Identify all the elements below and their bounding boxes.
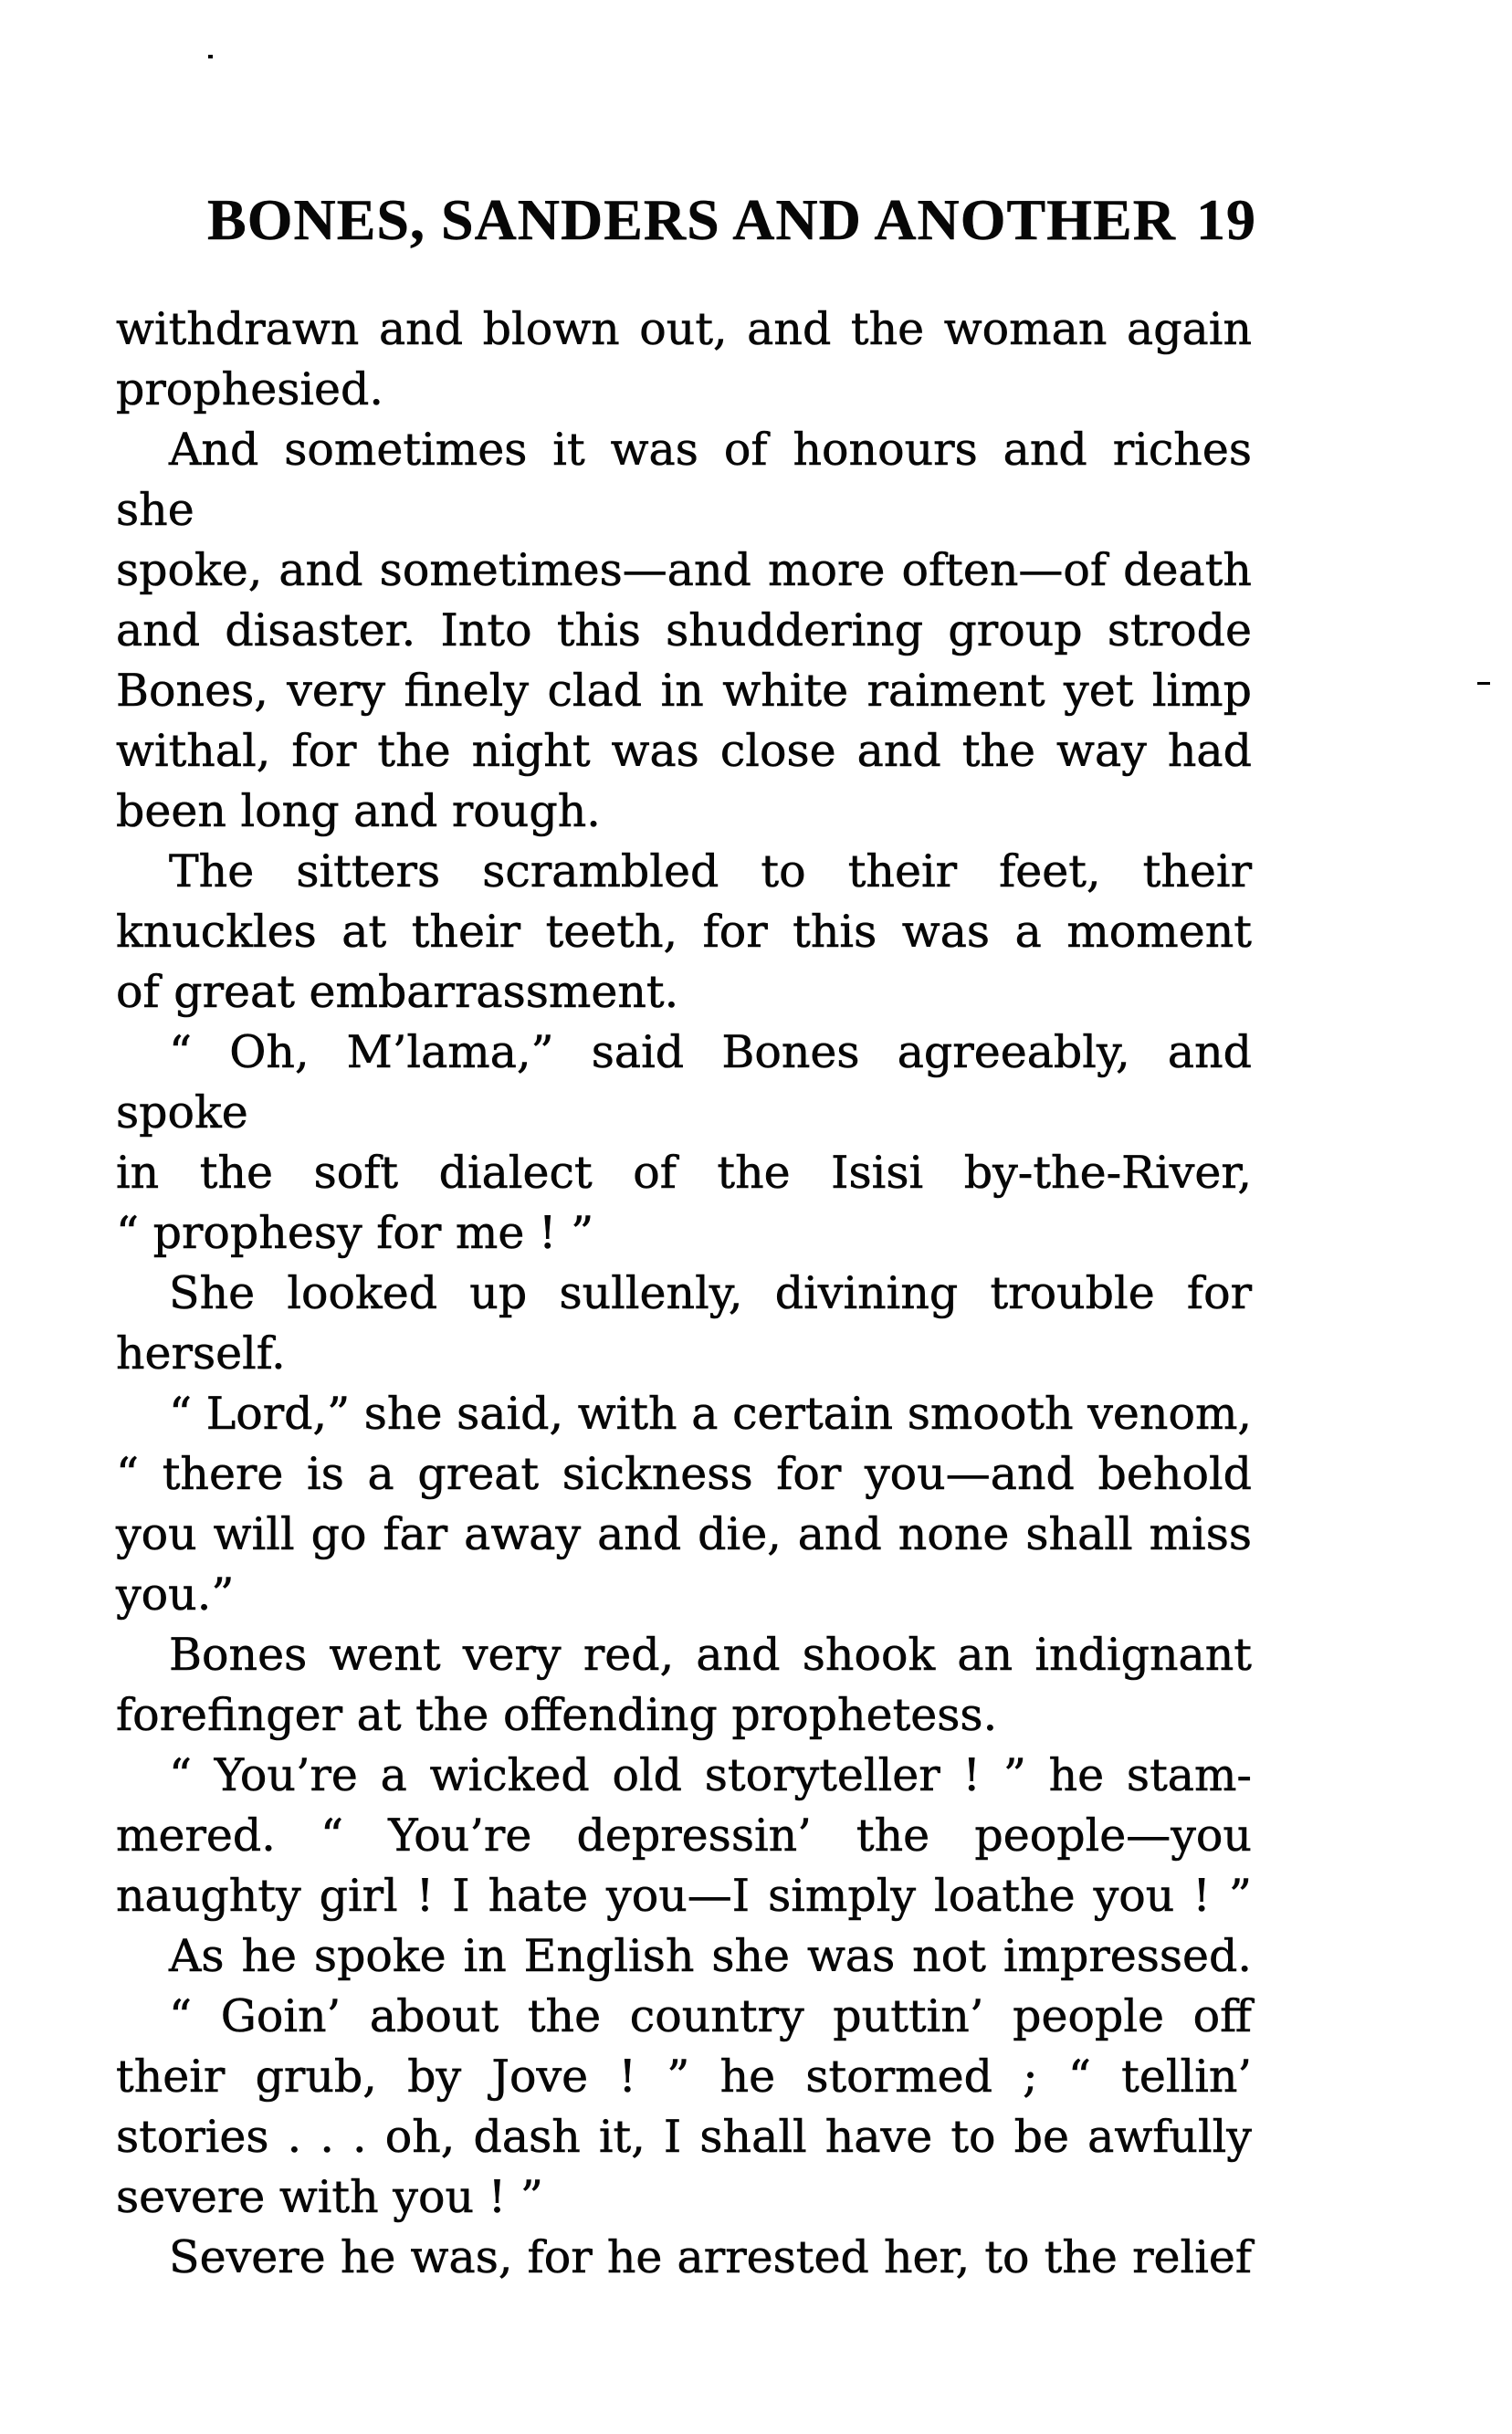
text-line: mered. “ You’re depressin’ the people—you [116,1810,1252,1862]
text-line: stories . . . oh, dash it, I shall have to be awfully [116,2111,1252,2163]
text-line: Severe he was, for he arrested her, to the relief [169,2231,1252,2283]
text-line: “ Lord,” she said, with a certain smooth venom, [169,1388,1252,1440]
text-line: their grub, by Jove ! ” he stormed ; “ tellin’ [116,2051,1252,2103]
running-header [207,187,1256,252]
text-line: you.” [116,1568,235,1621]
body-text [116,299,1252,2288]
text-line: naughty girl ! I hate you—I simply loathe you ! ” [116,1870,1252,1922]
text-line: “ Oh, M’lama,” said Bones agreeably, and spoke [116,1026,1252,1138]
text-line: severe with you ! ” [116,2171,543,2223]
text-line: As he spoke in English she was not impressed. [169,1930,1252,1982]
text-line: prophesied. [116,363,383,415]
scan-speck-right-margin [1477,682,1490,685]
text-line: Bones went very red, and shook an indignant [169,1629,1252,1681]
text-line: spoke, and sometimes—and more often—of death [116,544,1252,596]
page-number: 19 [1196,187,1256,252]
text-line: withdrawn and blown out, and the woman again [116,303,1252,355]
text-line: in the soft dialect of the Isisi by-the-River, [116,1147,1252,1199]
text-line: She looked up sullenly, divining trouble for [169,1267,1252,1319]
text-line: “ You’re a wicked old storyteller ! ” he stam- [169,1749,1252,1801]
text-line: “ prophesy for me ! ” [116,1207,594,1259]
text-line: and disaster. Into this shuddering group strode [116,604,1252,656]
text-line: withal, for the night was close and the way had [116,725,1252,777]
text-line: “ there is a great sickness for you—and behold [116,1448,1252,1500]
text-line: forefinger at the offending prophetess. [116,1689,998,1741]
scan-speck-top [208,55,213,58]
text-line: knuckles at their teeth, for this was a moment [116,906,1252,958]
text-line: “ Goin’ about the country puttin’ people off [169,1990,1252,2042]
text-line: of great embarrassment. [116,966,679,1018]
text-line: Bones, very finely clad in white raiment yet limp [116,665,1252,717]
text-line: And sometimes it was of honours and riches she [116,424,1252,536]
text-line: The sitters scrambled to their feet, their [169,845,1252,897]
text-line: you will go far away and die, and none shall miss [116,1508,1252,1560]
text-line: herself. [116,1327,286,1380]
text-line: been long and rough. [116,785,601,837]
running-header-title: BONES, SANDERS AND ANOTHER [207,187,1176,252]
